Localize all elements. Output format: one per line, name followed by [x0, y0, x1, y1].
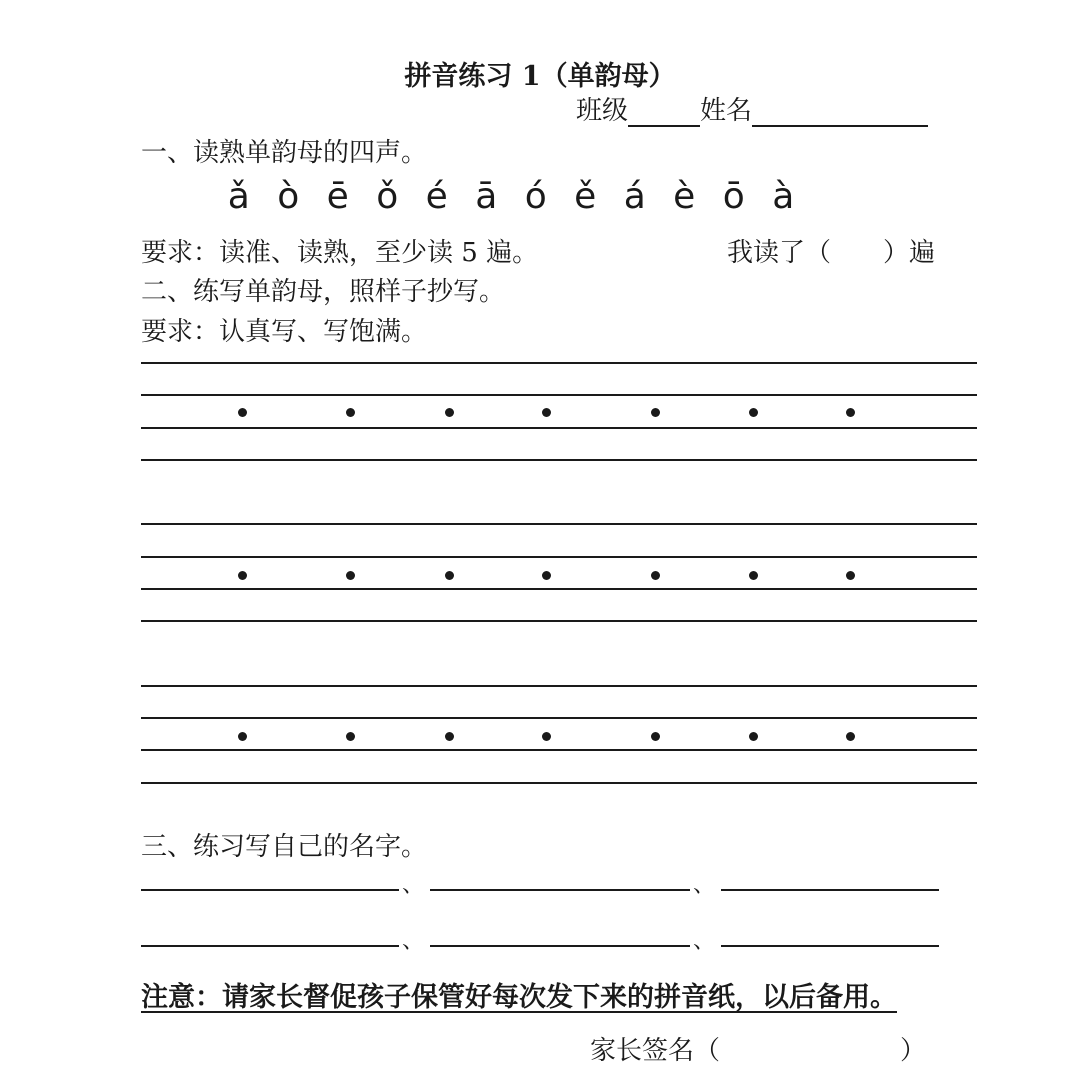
- pinyin-vowel: ǒ: [376, 176, 399, 217]
- example-dot: [238, 408, 247, 417]
- example-dot: [238, 571, 247, 580]
- pinyin-vowel: á: [623, 176, 646, 217]
- writing-line: [141, 459, 977, 461]
- writing-line: [141, 362, 977, 364]
- class-label: 班级: [576, 96, 629, 126]
- example-dot: [651, 571, 660, 580]
- example-dot: [749, 732, 758, 741]
- pinyin-vowel: ó: [524, 176, 547, 217]
- writing-line: [141, 749, 977, 751]
- name-write-line[interactable]: [721, 945, 939, 947]
- separator: 、: [693, 873, 716, 898]
- pinyin-vowel: è: [673, 176, 696, 217]
- writing-line: [141, 427, 977, 429]
- read-count-prefix: 我读了（: [727, 238, 832, 268]
- read-count: [727, 232, 935, 269]
- example-dot: [445, 408, 454, 417]
- parent-signature: [590, 1030, 926, 1067]
- example-dot: [846, 732, 855, 741]
- worksheet-title: 拼音练习 1（单韵母）: [404, 61, 676, 92]
- name-label: 姓名: [700, 96, 753, 126]
- example-dot: [651, 732, 660, 741]
- read-count-suffix: ）遍: [883, 238, 936, 268]
- writing-line: [141, 782, 977, 784]
- name-write-line[interactable]: [141, 945, 399, 947]
- class-name-row: [576, 90, 928, 127]
- example-dot: [542, 732, 551, 741]
- pinyin-vowel: ò: [277, 176, 300, 217]
- example-dot: [749, 571, 758, 580]
- example-dot: [445, 732, 454, 741]
- example-dot: [651, 408, 660, 417]
- pinyin-vowel: ā: [475, 176, 498, 217]
- name-write-line[interactable]: [430, 889, 690, 891]
- example-dot: [346, 732, 355, 741]
- class-blank[interactable]: [628, 97, 700, 127]
- signature-prefix: 家长签名（: [590, 1036, 721, 1066]
- writing-line: [141, 620, 977, 622]
- separator: 、: [693, 929, 716, 954]
- example-dot: [346, 408, 355, 417]
- section2-requirement: 要求：认真写、写饱满。: [141, 317, 428, 347]
- example-dot: [542, 571, 551, 580]
- pinyin-vowel: é: [425, 176, 448, 217]
- example-dot: [445, 571, 454, 580]
- separator: 、: [402, 873, 425, 898]
- name-write-line[interactable]: [721, 889, 939, 891]
- pinyin-tones-row: [214, 176, 808, 217]
- writing-line: [141, 717, 977, 719]
- example-dot: [846, 408, 855, 417]
- parent-notice: 注意：请家长督促孩子保管好每次发下来的拼音纸，以后备用。: [141, 982, 897, 1013]
- pinyin-vowel: à: [772, 176, 795, 217]
- pinyin-vowel: ě: [574, 176, 597, 217]
- section3-heading: 三、练习写自己的名字。: [141, 832, 428, 862]
- writing-line: [141, 588, 977, 590]
- signature-suffix: ）: [900, 1036, 927, 1066]
- separator: 、: [402, 929, 425, 954]
- writing-line: [141, 523, 977, 525]
- writing-line: [141, 556, 977, 558]
- name-blank[interactable]: [752, 97, 928, 127]
- section1-heading: 一、读熟单韵母的四声。: [141, 138, 428, 168]
- name-write-line[interactable]: [141, 889, 399, 891]
- section2-heading: 二、练写单韵母，照样子抄写。: [141, 277, 506, 307]
- example-dot: [749, 408, 758, 417]
- example-dot: [238, 732, 247, 741]
- example-dot: [846, 571, 855, 580]
- pinyin-vowel: ǎ: [227, 176, 250, 217]
- example-dot: [542, 408, 551, 417]
- name-write-line[interactable]: [430, 945, 690, 947]
- section1-requirement: 要求：读准、读熟，至少读 5 遍。: [141, 238, 539, 268]
- writing-line: [141, 394, 977, 396]
- writing-line: [141, 685, 977, 687]
- pinyin-vowel: ē: [326, 176, 349, 217]
- pinyin-vowel: ō: [722, 176, 745, 217]
- example-dot: [346, 571, 355, 580]
